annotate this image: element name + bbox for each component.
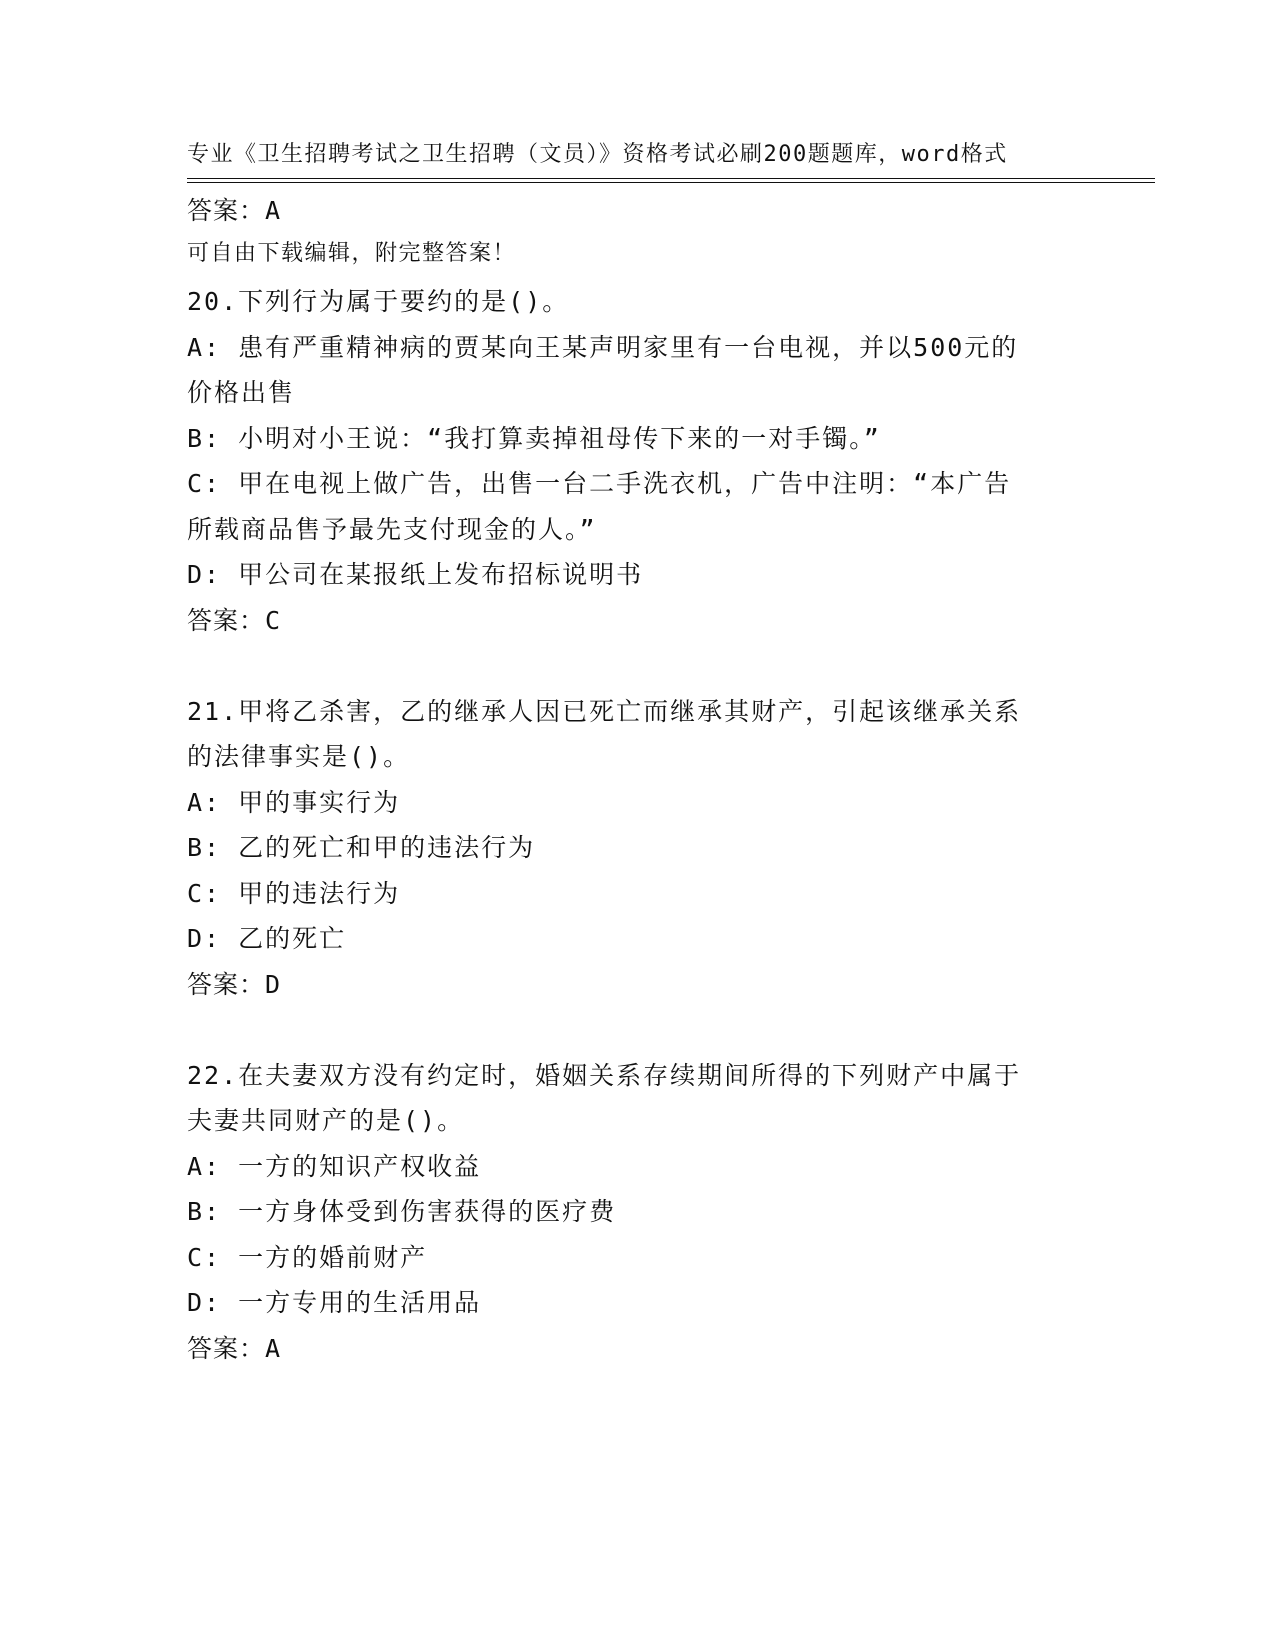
option-b: B: 小明对小王说：“我打算卖掉祖母传下来的一对手镯。”	[187, 423, 881, 453]
header-divider	[187, 178, 1155, 183]
question-stem: 20.下列行为属于要约的是()。	[187, 287, 570, 316]
option-a: A: 患有严重精神病的贾某向王某声明家里有一台电视，并以500元的	[187, 332, 1019, 362]
question-stem-continued: 的法律事实是()。	[187, 742, 411, 771]
option-d: D: 甲公司在某报纸上发布招标说明书	[187, 560, 644, 589]
question-stem-continued: 夫妻共同财产的是()。	[187, 1106, 465, 1135]
answer: 答案：A	[187, 1333, 282, 1363]
spacer	[187, 1007, 1087, 1053]
previous-answer: 答案：A	[187, 196, 282, 225]
option-a: A: 一方的知识产权收益	[187, 1151, 482, 1181]
answer: 答案：D	[187, 969, 282, 999]
option-c: C: 甲在电视上做广告，出售一台二手洗衣机，广告中注明：“本广告	[187, 469, 1012, 498]
option-c: C: 甲的违法行为	[187, 878, 401, 908]
spacer	[187, 643, 1087, 689]
option-c-continued: 所载商品售予最先支付现金的人。”	[187, 514, 597, 544]
option-d: D: 乙的死亡	[187, 924, 347, 953]
question-block	[187, 689, 1087, 1008]
option-b: B: 一方身体受到伤害获得的医疗费	[187, 1197, 617, 1226]
option-a: A: 甲的事实行为	[187, 787, 401, 817]
header-line-2: 可自由下载编辑，附完整答案！	[187, 241, 517, 266]
option-c: C: 一方的婚前财产	[187, 1242, 428, 1272]
header-line-1: 专业《卫生招聘考试之卫生招聘（文员）》资格考试必刷200题题库，word格式	[187, 142, 1008, 167]
question-stem: 22.在夫妻双方没有约定时，婚姻关系存续期间所得的下列财产中属于	[187, 1060, 1022, 1090]
option-d: D: 一方专用的生活用品	[187, 1288, 482, 1317]
question-block	[187, 1053, 1087, 1372]
question-stem: 21.甲将乙杀害，乙的继承人因已死亡而继承其财产，引起该继承关系	[187, 696, 1022, 726]
answer: 答案：C	[187, 605, 282, 635]
question-block	[187, 279, 1087, 643]
option-b: B: 乙的死亡和甲的违法行为	[187, 833, 536, 862]
option-a-continued: 价格出售	[187, 378, 296, 407]
question-content	[187, 188, 1087, 1371]
spacer	[187, 234, 1087, 280]
